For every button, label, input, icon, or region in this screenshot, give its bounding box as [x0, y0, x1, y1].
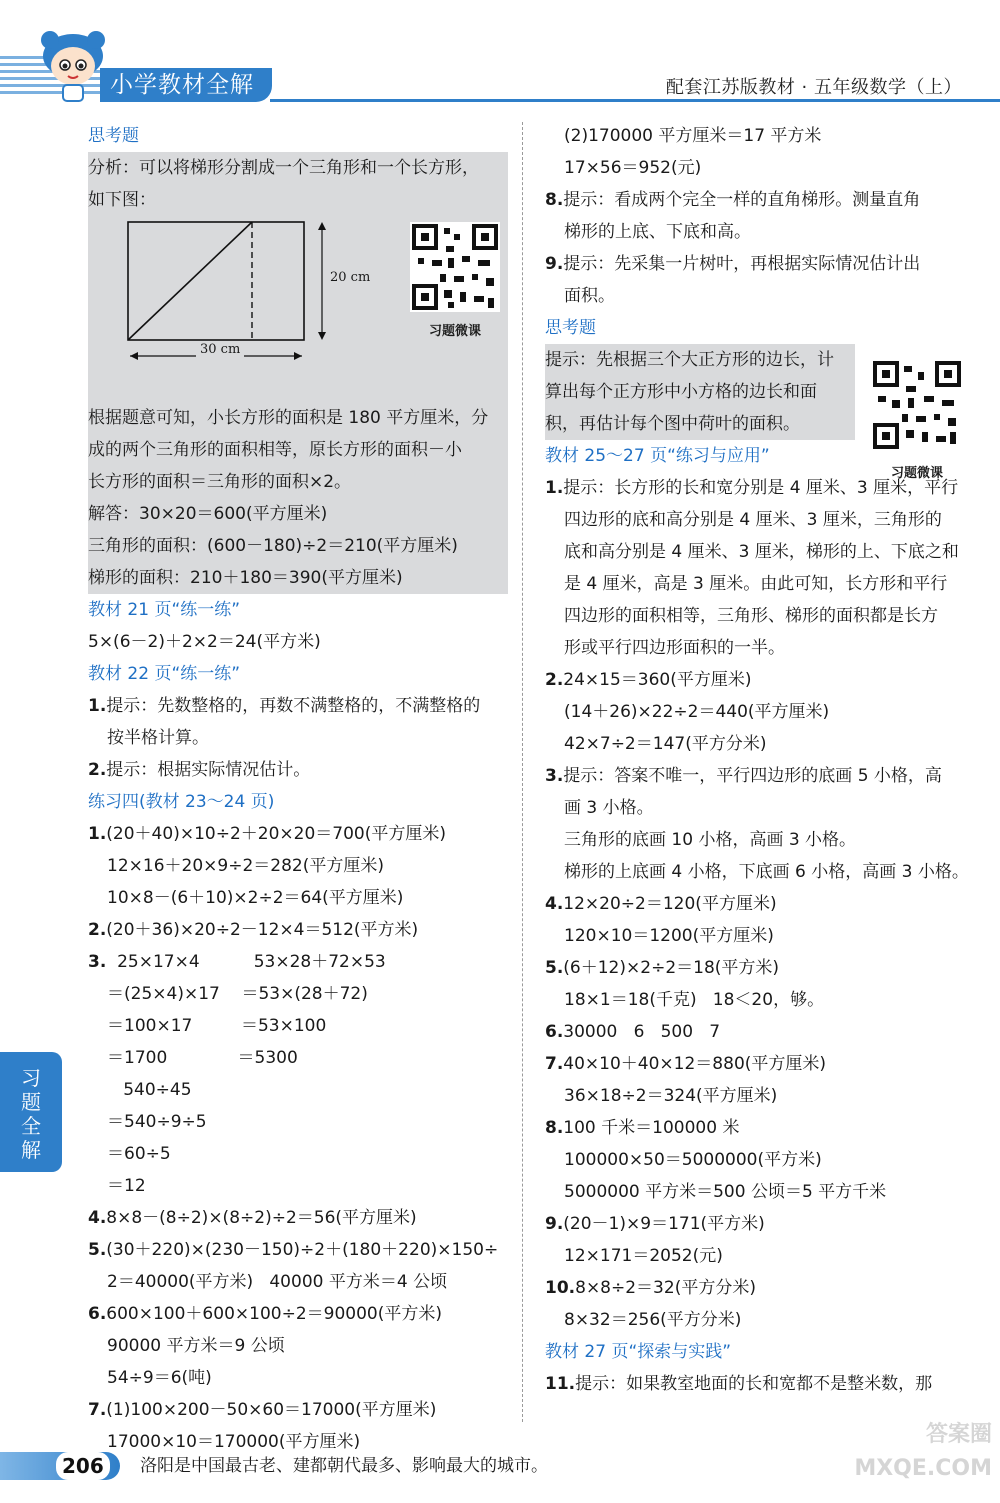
right-line [545, 1144, 970, 1176]
line-text: 18×1＝18(千克) 18＜20，够。 [564, 990, 825, 1010]
item-number: 2. [88, 760, 107, 780]
left-line [88, 1330, 508, 1362]
left-line [88, 850, 508, 882]
right-line [545, 504, 970, 536]
side-tab-char: 解 [21, 1138, 41, 1162]
line-text: 5×(6－2)＋2×2＝24(平方米) [88, 632, 321, 652]
left-line [88, 882, 508, 914]
right-line [545, 216, 970, 248]
trapezoid-diagram [88, 186, 500, 372]
column-divider [522, 122, 523, 1422]
item-number: 8. [545, 190, 564, 210]
height-label: 20 cm [330, 270, 371, 285]
right-line [545, 1304, 970, 1336]
line-text: 四边形的底和高分别是 4 厘米、3 厘米，三角形的 [564, 510, 942, 530]
line-text: 25×17×4 53×28＋72×53 [106, 952, 386, 972]
line-text: 提示：先数整格的，再数不满整格的，不满整格的 [106, 696, 481, 716]
line-text: 算出每个正方形中小方格的边长和面 [545, 382, 817, 402]
line-text: (20＋36)×20÷2－12×4＝512(平方米) [106, 920, 419, 940]
trapezoid-figure [88, 186, 500, 372]
right-line [545, 1272, 970, 1304]
line-text: 24×15＝360(平方厘米) [563, 670, 752, 690]
left-line [88, 466, 508, 498]
left-line [88, 818, 508, 850]
line-text: (20＋40)×10÷2＋20×20＝700(平方厘米) [106, 824, 446, 844]
side-tab-char: 题 [21, 1090, 41, 1114]
line-text: 底和高分别是 4 厘米、3 厘米，梯形的上、下底之和 [564, 542, 959, 562]
left-line [88, 722, 508, 754]
left-line [88, 946, 508, 978]
line-text: 梯形的面积：210＋180＝390(平方厘米) [88, 568, 403, 588]
qr-code-left[interactable] [410, 222, 500, 312]
item-number: 10. [545, 1278, 576, 1298]
width-label: 30 cm [196, 342, 244, 357]
item-number: 4. [88, 1208, 107, 1228]
line-text: 12×16＋20×9÷2＝282(平方厘米) [107, 856, 384, 876]
edition-label: 配套江苏版教材 · 五年级数学（上） [665, 77, 962, 98]
line-text: 36×18÷2＝324(平方厘米) [564, 1086, 778, 1106]
left-line [88, 1202, 508, 1234]
left-line [88, 1170, 508, 1202]
line-text: (14＋26)×22÷2＝440(平方厘米) [564, 702, 830, 722]
line-text: 40×10＋40×12＝880(平方厘米) [563, 1054, 827, 1074]
item-number: 1. [88, 696, 107, 716]
left-line [88, 914, 508, 946]
left-line [88, 594, 508, 626]
line-text: 42×7÷2＝147(平方分米) [564, 734, 767, 754]
line-text: 成的两个三角形的面积相等，原长方形的面积－小 [88, 440, 462, 460]
item-number: 5. [545, 958, 564, 978]
watermark-text: 答案圈 MXQE.COM [854, 1422, 992, 1481]
section-heading: 思考题 [88, 126, 139, 146]
line-text: 30000 6 500 7 [563, 1022, 721, 1042]
line-text: 8×8÷2＝32(平方分米) [575, 1278, 756, 1298]
left-line [88, 690, 508, 722]
line-text: 90000 平方米＝9 公顷 [107, 1336, 285, 1356]
right-line [545, 184, 970, 216]
right-column [545, 120, 970, 1400]
qr-caption-right: 习题微课 [890, 466, 943, 481]
item-number: 6. [88, 1304, 107, 1324]
line-text: 积，再估计每个图中荷叶的面积。 [545, 414, 800, 434]
line-text: 按半格计算。 [107, 728, 209, 748]
line-text: 提示：先根据三个大正方形的边长，计 [545, 350, 834, 370]
line-text: (30＋220)×(230－150)÷2＋(180＋220)×150÷ [106, 1240, 499, 1260]
header-rule [270, 99, 1000, 102]
line-text: 8×32＝256(平方分米) [564, 1310, 742, 1330]
left-line [88, 1266, 508, 1298]
line-text: 10×8－(6＋10)×2÷2＝64(平方厘米) [107, 888, 404, 908]
side-tab-char: 习 [21, 1066, 41, 1090]
right-line [545, 1080, 970, 1112]
line-text: 提示：根据实际情况估计。 [106, 760, 311, 780]
line-text: (2)170000 平方厘米＝17 平方米 [564, 126, 822, 146]
line-text: ＝(25×4)×17 ＝53×(28＋72) [107, 984, 368, 1004]
line-text: (20－1)×9＝171(平方米) [563, 1214, 765, 1234]
section-heading: 练习四(教材 23～24 页) [88, 792, 275, 812]
item-number: 1. [545, 478, 564, 498]
section-heading: 教材 27 页“探索与实践” [545, 1342, 732, 1362]
right-line [545, 984, 970, 1016]
right-line [545, 856, 970, 888]
line-text: 长方形的面积＝三角形的面积×2。 [88, 472, 352, 492]
line-text: ＝60÷5 [107, 1144, 171, 1164]
right-line [545, 376, 855, 408]
right-line [545, 1208, 970, 1240]
left-line [88, 658, 508, 690]
left-line [88, 152, 508, 184]
line-text: 三角形的底画 10 小格，高画 3 小格。 [564, 830, 857, 850]
line-text: 12×20÷2＝120(平方厘米) [563, 894, 777, 914]
right-line [545, 1176, 970, 1208]
item-number: 8. [545, 1118, 564, 1138]
line-text: 12×171＝2052(元) [564, 1246, 723, 1266]
left-line [88, 1298, 508, 1330]
left-line [88, 786, 508, 818]
right-line [545, 1368, 970, 1400]
left-line [88, 1074, 508, 1106]
left-line [88, 1042, 508, 1074]
right-line [545, 152, 970, 184]
line-text: 8×8－(8÷2)×(8÷2)÷2＝56(平方厘米) [106, 1208, 417, 1228]
line-text: 如下图： [88, 190, 156, 210]
line-text: 三角形的面积：(600－180)÷2＝210(平方厘米) [88, 536, 458, 556]
line-text: 面积。 [564, 286, 615, 306]
left-line [88, 754, 508, 786]
right-line [545, 600, 970, 632]
line-text: ＝100×17 ＝53×100 [107, 1016, 327, 1036]
right-line [545, 728, 970, 760]
right-line [545, 664, 970, 696]
mascot-illustration [36, 30, 110, 106]
left-line [88, 1138, 508, 1170]
item-number: 4. [545, 894, 564, 914]
line-text: 根据题意可知，小长方形的面积是 180 平方厘米，分 [88, 408, 489, 428]
line-text: ＝12 [107, 1176, 146, 1196]
page-number: 206 [56, 1452, 110, 1480]
right-line [545, 344, 855, 376]
line-text: ＝540÷9÷5 [107, 1112, 207, 1132]
right-line [545, 920, 970, 952]
line-text: 分析：可以将梯形分割成一个三角形和一个长方形， [88, 158, 479, 178]
line-text: 画 3 小格。 [564, 798, 654, 818]
line-text: 100 千米＝100000 米 [563, 1118, 740, 1138]
line-text: 100000×50＝5000000(平方米) [564, 1150, 822, 1170]
left-line [88, 530, 508, 562]
right-line [545, 888, 970, 920]
right-line [545, 952, 970, 984]
line-text: 提示：看成两个完全一样的直角梯形。测量直角 [563, 190, 921, 210]
line-text: 梯形的上底、下底和高。 [564, 222, 751, 242]
qr-caption-left: 习题微课 [428, 324, 481, 339]
footer-quote: 洛阳是中国最古老、建都朝代最多、影响最大的城市。 [140, 1456, 548, 1476]
left-line [88, 498, 508, 530]
line-text: 2＝40000(平方米) 40000 平方米＝4 公顷 [107, 1272, 448, 1292]
right-line [545, 1112, 970, 1144]
left-line [88, 1362, 508, 1394]
left-line [88, 978, 508, 1010]
item-number: 6. [545, 1022, 564, 1042]
item-number: 2. [88, 920, 107, 940]
side-tab-char: 全 [21, 1114, 41, 1138]
right-line [545, 312, 970, 344]
item-number: 3. [545, 766, 564, 786]
right-line [545, 1240, 970, 1272]
line-text: 四边形的面积相等，三角形、梯形的面积都是长方 [564, 606, 938, 626]
line-text: ＝1700 ＝5300 [107, 1048, 298, 1068]
line-text: 形或平行四边形面积的一半。 [564, 638, 785, 658]
line-text: 17000×10＝170000(平方厘米) [107, 1432, 361, 1452]
item-number: 3. [88, 952, 107, 972]
left-line [88, 402, 508, 434]
left-line [88, 1010, 508, 1042]
line-text: 提示：答案不唯一，平行四边形的底画 5 小格，高 [563, 766, 942, 786]
section-heading: 思考题 [545, 318, 596, 338]
left-line [88, 562, 508, 594]
section-side-tab [0, 1052, 62, 1172]
line-text: 120×10＝1200(平方厘米) [564, 926, 774, 946]
right-line [545, 568, 970, 600]
section-heading: 教材 25～27 页“练习与应用” [545, 446, 770, 466]
line-text: 解答：30×20＝600(平方厘米) [88, 504, 328, 524]
item-number: 5. [88, 1240, 107, 1260]
line-text: 17×56＝952(元) [564, 158, 702, 178]
item-number: 7. [545, 1054, 564, 1074]
right-line [545, 824, 970, 856]
line-text: 是 4 厘米，高是 3 厘米。由此可知，长方形和平行 [564, 574, 948, 594]
line-text: 540÷45 [107, 1080, 192, 1100]
left-line [88, 434, 508, 466]
line-text: 提示：长方形的长和宽分别是 4 厘米、3 厘米，平行 [563, 478, 959, 498]
left-line [88, 1394, 508, 1426]
line-text: 提示：如果教室地面的长和宽都不是整米数，那 [575, 1374, 933, 1394]
right-line [545, 536, 970, 568]
left-line [88, 1234, 508, 1266]
line-text: 提示：先采集一片树叶，再根据实际情况估计出 [563, 254, 921, 274]
page-header [0, 0, 1000, 110]
item-number: 9. [545, 1214, 564, 1234]
item-number: 11. [545, 1374, 576, 1394]
line-text: 梯形的上底画 4 小格，下底画 6 小格，高画 3 小格。 [564, 862, 969, 882]
right-line [545, 1336, 970, 1368]
line-text: 600×100＋600×100÷2＝90000(平方米) [106, 1304, 442, 1324]
right-line [545, 248, 970, 280]
left-line [88, 1106, 508, 1138]
line-text: (6＋12)×2÷2＝18(平方米) [563, 958, 780, 978]
line-text: 5000000 平方米＝500 公顷＝5 平方千米 [564, 1182, 887, 1202]
right-line [545, 760, 970, 792]
right-line [545, 1048, 970, 1080]
item-number: 7. [88, 1400, 107, 1420]
book-title: 小学教材全解 [100, 68, 272, 102]
line-text: 54÷9＝6(吨) [107, 1368, 212, 1388]
right-line [545, 120, 970, 152]
item-number: 9. [545, 254, 564, 274]
right-line [545, 280, 970, 312]
item-number: 1. [88, 824, 107, 844]
right-line [545, 1016, 970, 1048]
qr-code-right[interactable] [872, 360, 962, 450]
watermark [792, 1418, 992, 1500]
left-line [88, 626, 508, 658]
right-line [545, 408, 855, 440]
line-text: (1)100×200－50×60＝17000(平方厘米) [106, 1400, 437, 1420]
right-line [545, 792, 970, 824]
left-line [88, 120, 508, 152]
item-number: 2. [545, 670, 564, 690]
section-heading: 教材 21 页“练一练” [88, 600, 241, 620]
right-line [545, 696, 970, 728]
right-line [545, 632, 970, 664]
section-heading: 教材 22 页“练一练” [88, 664, 241, 684]
